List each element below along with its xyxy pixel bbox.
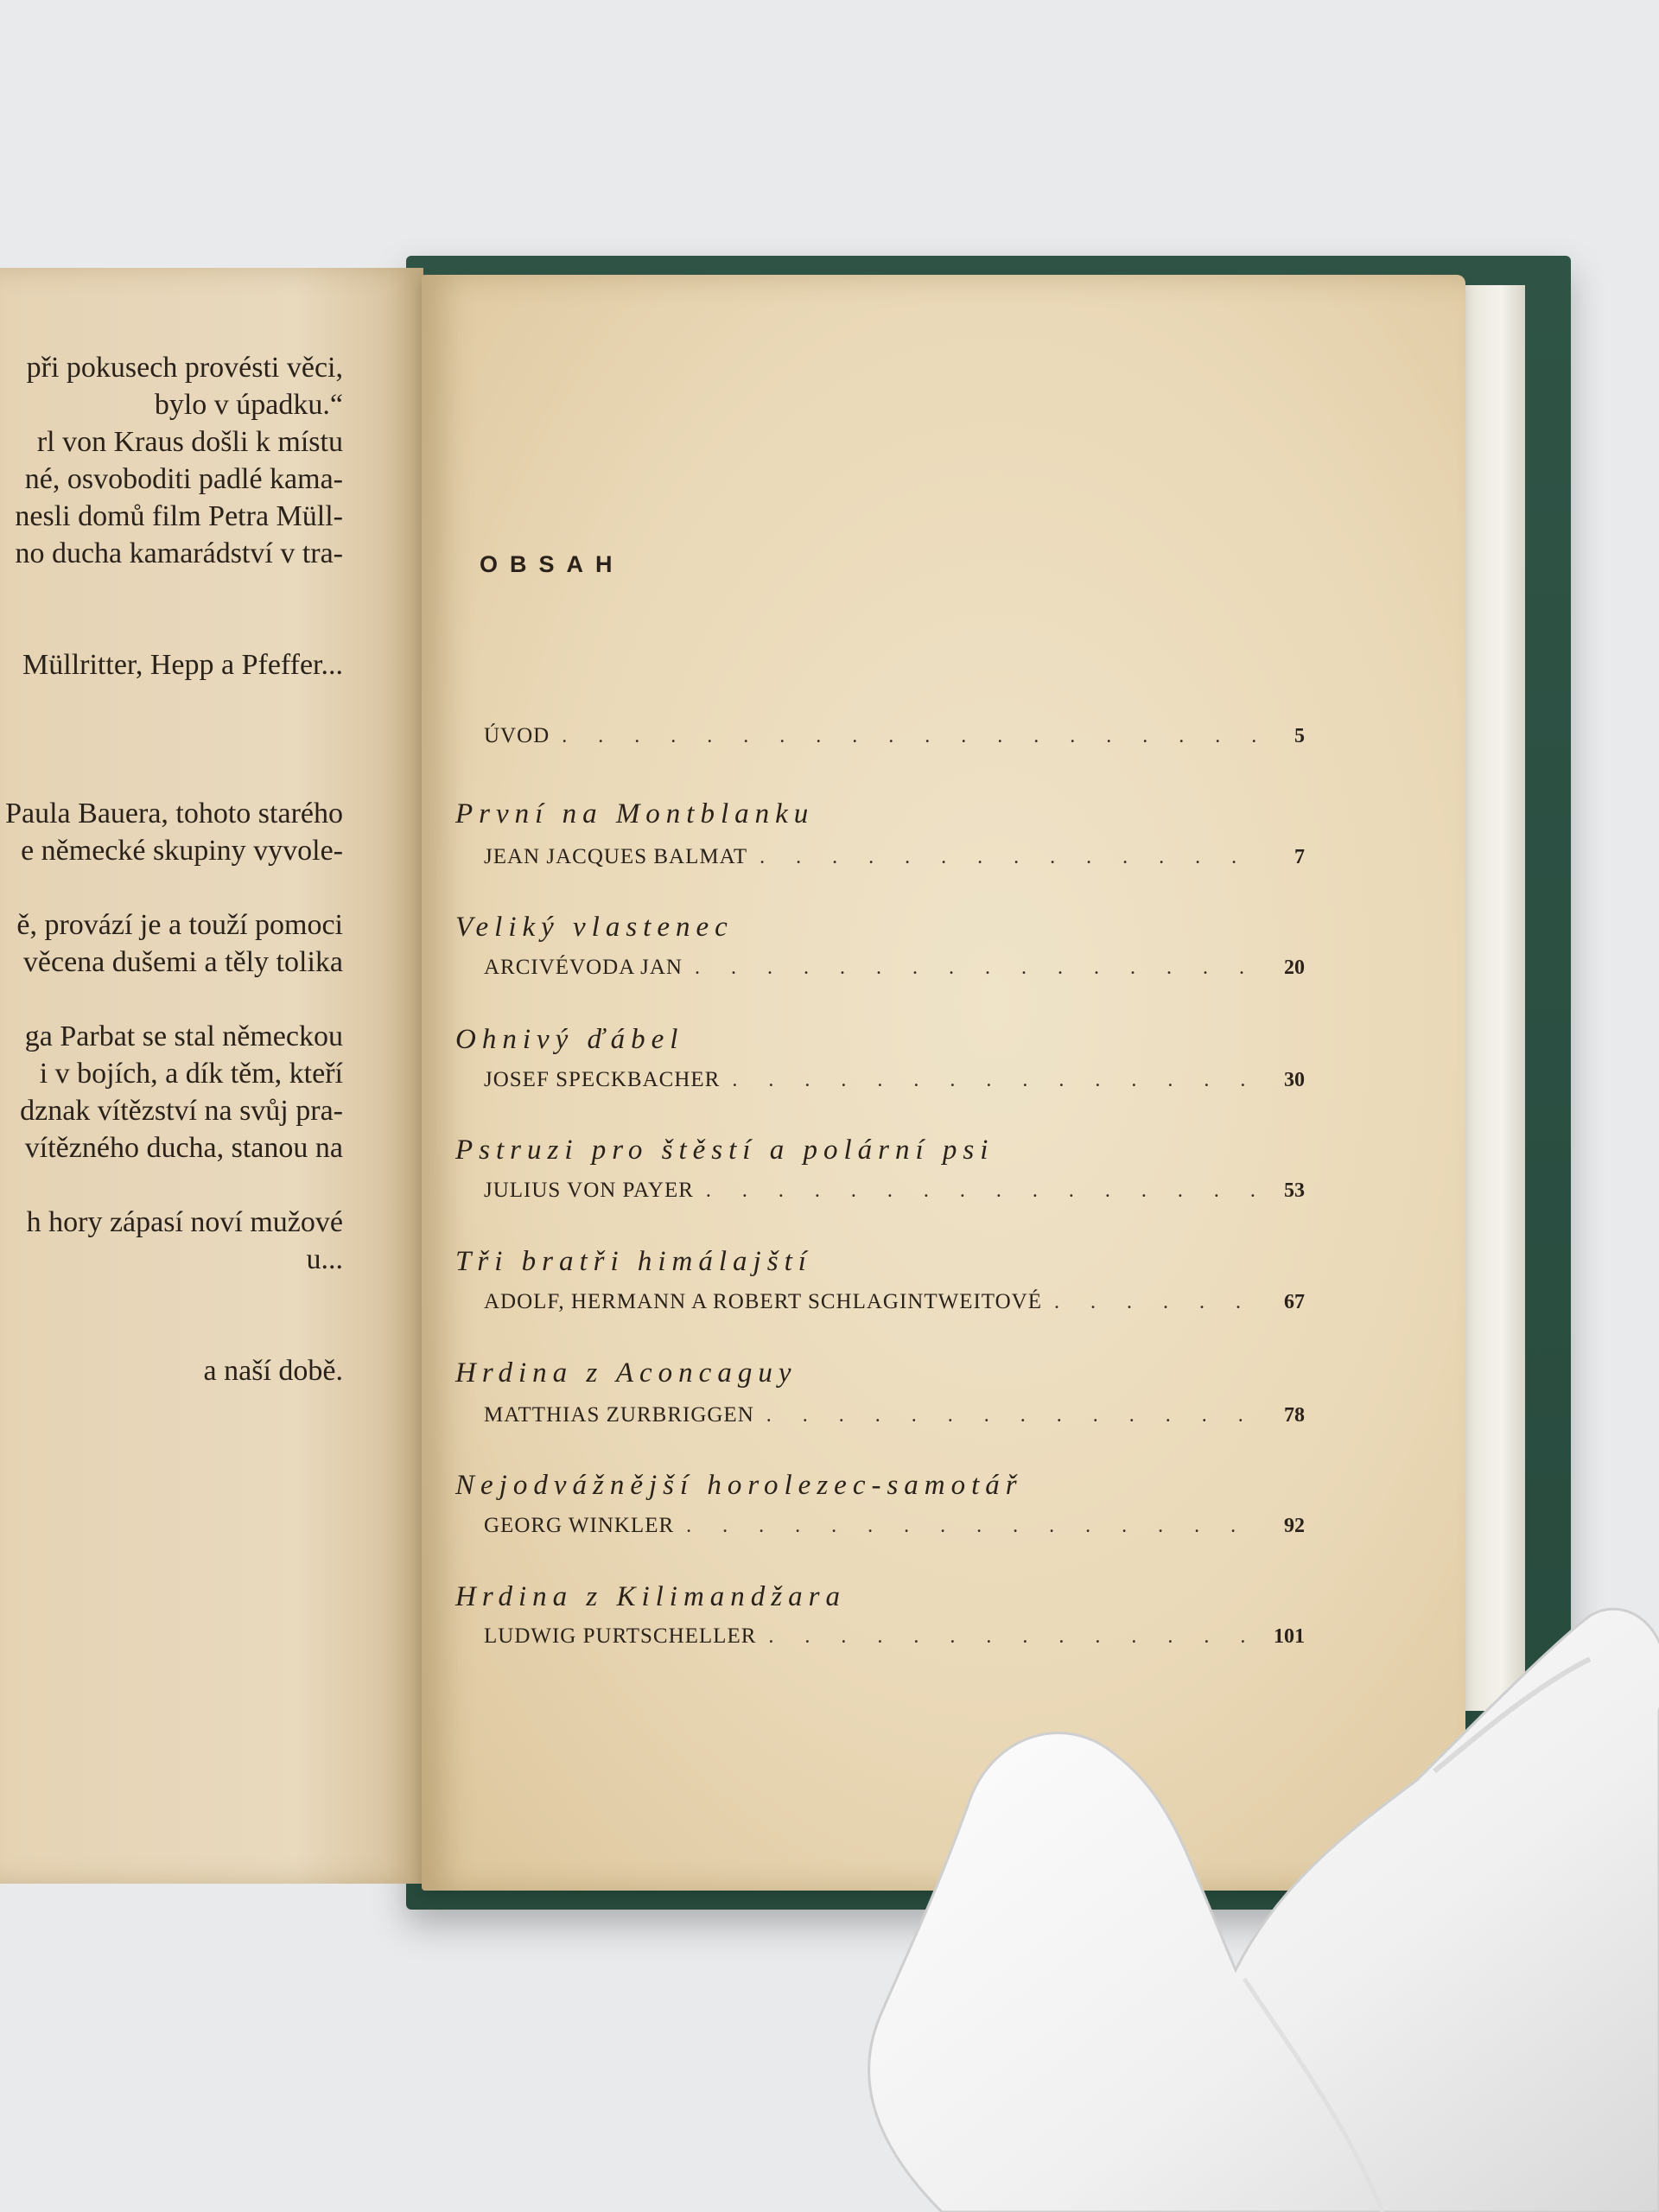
left-page-line (0, 1315, 343, 1352)
left-page-line: ga Parbat se stal německou (24, 1020, 343, 1052)
toc-leader-dots (732, 1069, 1258, 1092)
left-page-line: při pokusech provésti věci, (26, 352, 343, 384)
left-page-line: u... (306, 1243, 343, 1275)
toc-leader-dots (562, 725, 1258, 748)
left-page-line: ě, provází je a touží pomoci (16, 909, 343, 941)
toc-leader-dots (695, 957, 1258, 980)
left-page-line: rl von Kraus došli k místu (36, 426, 343, 458)
toc-leader-dots (706, 1179, 1258, 1203)
toc-chapter-page: 7 (1294, 846, 1305, 868)
toc-leader-dots (760, 846, 1258, 869)
left-page-line: h hory zápasí noví mužové (26, 1206, 343, 1238)
left-page-line: Paula Bauera, tohoto starého (5, 798, 343, 830)
toc-chapter-row (484, 1179, 1305, 1213)
left-page-line: e německé skupiny vyvole- (21, 835, 343, 867)
left-page-line (0, 758, 343, 795)
toc-leader-dots (766, 1404, 1258, 1427)
left-page-line: i v bojích, a dík těm, kteří (39, 1058, 343, 1090)
left-page-line (0, 609, 343, 646)
toc-chapter-title: Ohnivý ďábel (455, 1024, 684, 1055)
toc-intro-row (484, 724, 1305, 759)
left-page-line: dznak vítězství na svůj pra- (20, 1095, 343, 1127)
left-page-line (0, 1278, 343, 1315)
toc-chapter-page: 101 (1274, 1625, 1305, 1648)
left-page-line (0, 981, 343, 1018)
toc-chapter-page: 53 (1284, 1179, 1305, 1202)
toc-chapter-title: Pstruzi pro štěstí a polární psi (455, 1135, 995, 1166)
toc-chapter-person: MATTHIAS ZURBRIGGEN (484, 1403, 754, 1427)
toc-chapter-row (484, 956, 1305, 990)
left-page-line: no ducha kamarádství v tra- (15, 537, 343, 569)
toc-chapter-person: ARCIVÉVODA JAN (484, 956, 683, 979)
toc-chapter-row (484, 1514, 1305, 1548)
toc-intro-page: 5 (1294, 725, 1305, 747)
toc-chapter-page: 92 (1284, 1515, 1305, 1537)
toc-chapter-person: LUDWIG PURTSCHELLER (484, 1624, 757, 1648)
left-page-line: Müllritter, Hepp a Pfeffer... (22, 649, 343, 681)
left-page-line: a naší době. (203, 1355, 343, 1387)
toc-chapter-page: 30 (1284, 1069, 1305, 1091)
toc-chapter-page: 67 (1284, 1291, 1305, 1313)
toc-chapter-title: První na Montblanku (455, 798, 815, 830)
left-page-line: vítězného ducha, stanou na (24, 1132, 343, 1164)
left-page (0, 268, 423, 1884)
left-page-line (0, 869, 343, 906)
toc-chapter-title: Tři bratři himálajští (455, 1246, 812, 1277)
toc-chapter-person: GEORG WINKLER (484, 1514, 675, 1537)
toc-chapter-page: 78 (1284, 1404, 1305, 1427)
toc-chapter-person: JEAN JACQUES BALMAT (484, 845, 748, 868)
toc-heading: OBSAH (480, 551, 625, 577)
toc-leader-dots (686, 1515, 1258, 1538)
toc-chapter-title: Nejodvážnější horolezec-samotář (455, 1470, 1023, 1501)
toc-intro-label: ÚVOD (484, 724, 550, 747)
left-page-line (0, 721, 343, 758)
left-page-line: bylo v úpadku.“ (154, 389, 343, 421)
toc-chapter-person: JOSEF SPECKBACHER (484, 1068, 721, 1091)
toc-chapter-title: Veliký vlastenec (455, 912, 734, 943)
toc-chapter-person: ADOLF, HERMANN A ROBERT SCHLAGINTWEITOVÉ (484, 1290, 1042, 1313)
white-glove-hand (830, 1607, 1659, 2212)
page-block-edge (1465, 285, 1525, 1711)
toc-chapter-row (484, 1290, 1305, 1325)
left-page-line (0, 683, 343, 721)
toc-leader-dots (1054, 1291, 1258, 1314)
left-page-line: né, osvoboditi padlé kama- (24, 463, 343, 495)
toc-chapter-page: 20 (1284, 957, 1305, 979)
left-page-line (0, 1166, 343, 1204)
toc-chapter-person: JULIUS VON PAYER (484, 1179, 694, 1202)
left-page-line: věcena dušemi a těly tolika (22, 946, 343, 978)
left-page-text (0, 349, 343, 1389)
toc-chapter-row (484, 1403, 1305, 1438)
toc-chapter-row (484, 845, 1305, 880)
left-page-line: nesli domů film Petra Müll- (15, 500, 343, 532)
toc-chapter-row (484, 1068, 1305, 1103)
left-page-line (0, 572, 343, 609)
toc-chapter-title: Hrdina z Kilimandžara (455, 1581, 846, 1612)
toc-chapter-title: Hrdina z Aconcaguy (455, 1357, 798, 1389)
